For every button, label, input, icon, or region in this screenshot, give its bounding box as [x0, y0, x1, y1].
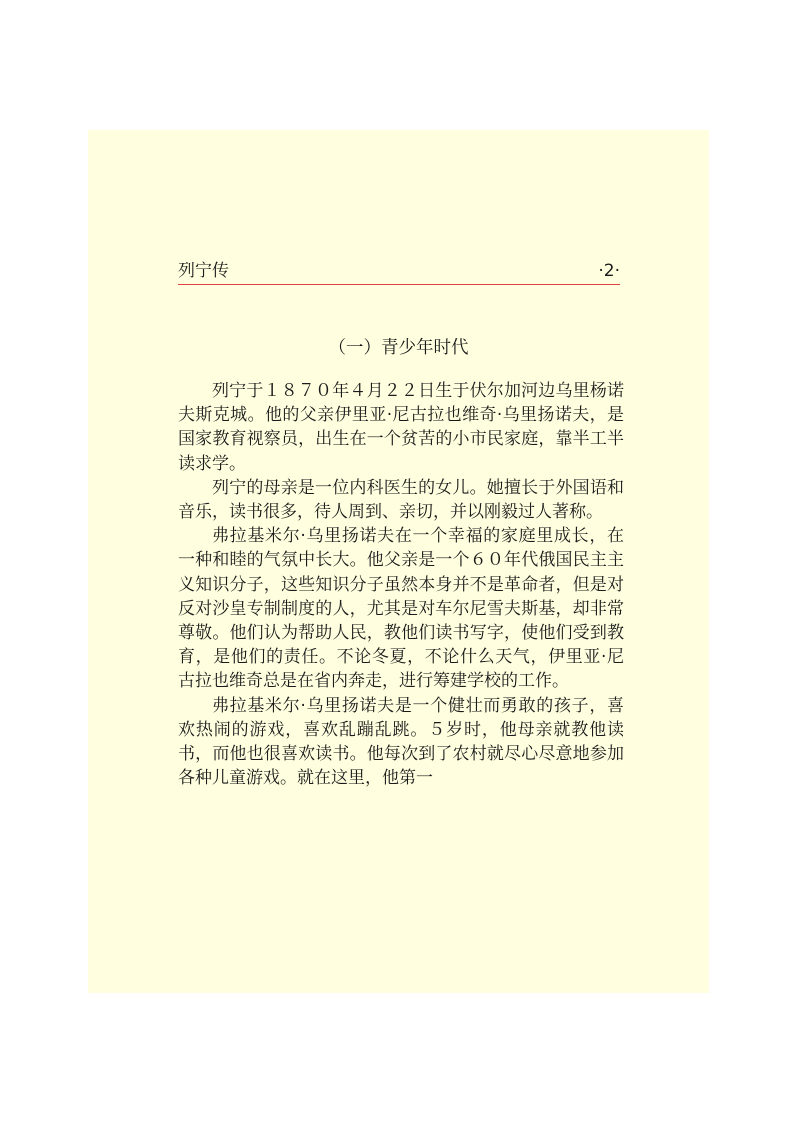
header-page-number: ·2· — [598, 261, 620, 281]
body-text — [178, 379, 624, 790]
paragraph: 弗拉基米尔·乌里扬诺夫在一个幸福的家庭里成长，在一种和睦的气氛中长大。他父亲是一个６０年代俄国民主主义知识分子，这些知识分子虽然本身并不是革命者，但是对反对沙皇专制制度的人，尤其是对车尔尼雪夫斯基，却非常尊敬。他们认为帮助人民，教他们读书写字，使他们受到教育，是他们的责任。不论冬夏，不论什么天气，伊里亚·尼古拉也维奇总是在省内奔走，进行筹建学校的工作。 — [178, 526, 624, 692]
paragraph: 弗拉基米尔·乌里扬诺夫是一个健壮而勇敢的孩子，喜欢热闹的游戏，喜欢乱蹦乱跳。５岁时，他母亲就教他读书，而他也很喜欢读书。他每次到了农村就尽心尽意地参加各种儿童游戏。就在这里，他第一 — [178, 695, 624, 789]
page-sheet — [88, 130, 709, 993]
paragraph: 列宁的母亲是一位内科医生的女儿。她擅长于外国语和音乐，读书很多，待人周到、亲切，并以刚毅过人著称。 — [178, 477, 624, 523]
paragraph: 列宁于１８７０年４月２２日生于伏尔加河边乌里杨诺夫斯克城。他的父亲伊里亚·尼古拉也维奇·乌里扬诺夫，是国家教育视察员，出生在一个贫苦的小市民家庭，靠半工半读求学。 — [178, 381, 624, 474]
section-title: （一）青少年时代 — [328, 338, 469, 358]
header-book-title: 列宁传 — [178, 261, 229, 281]
running-header — [178, 258, 620, 285]
